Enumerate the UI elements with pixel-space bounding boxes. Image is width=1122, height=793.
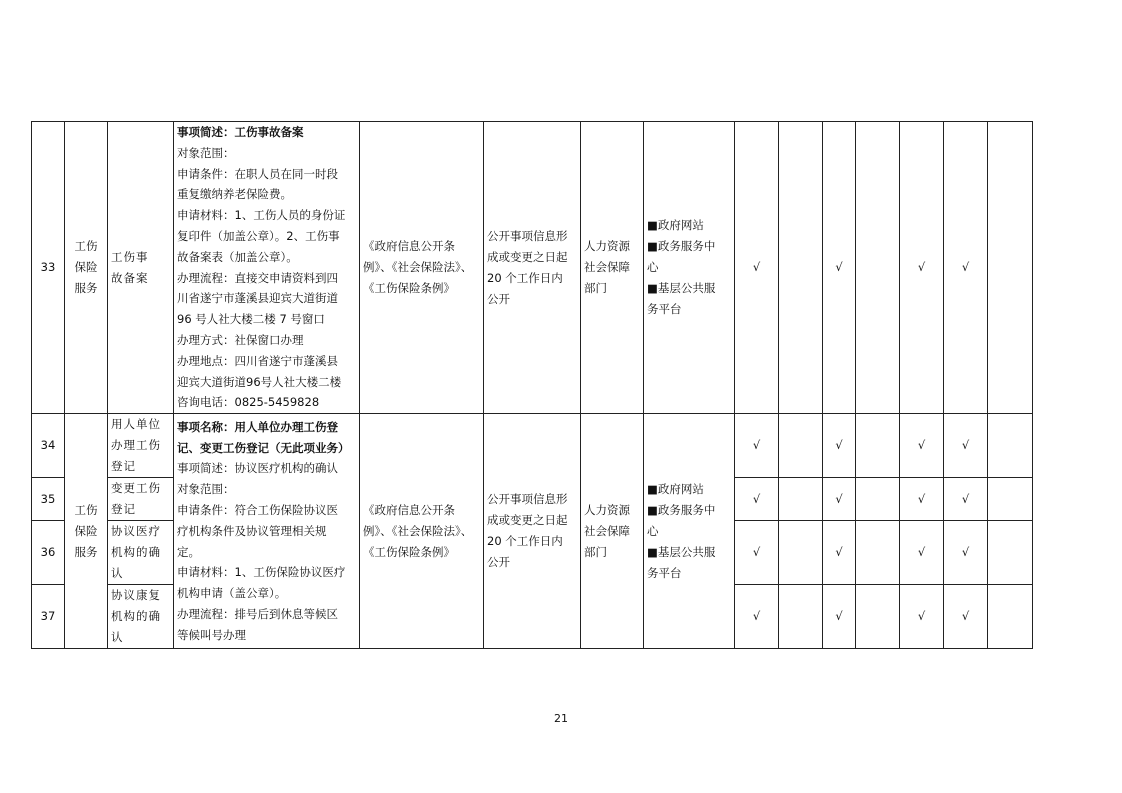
check-mark: √ xyxy=(944,478,988,521)
check-mark: √ xyxy=(900,521,944,585)
check-mark xyxy=(856,414,900,478)
legal-basis-cell: 《政府信息公开条 例》、《社会保险法》、 《工伤保险条例》 xyxy=(360,122,484,414)
row-number: 34 xyxy=(32,414,65,478)
check-mark xyxy=(856,585,900,649)
check-mark xyxy=(856,122,900,414)
check-mark: √ xyxy=(944,521,988,585)
channel-cell: ■政府网站 ■政务服务中 心 ■基层公共服 务平台 xyxy=(644,122,735,414)
check-mark xyxy=(988,585,1033,649)
legal-basis-cell: 《政府信息公开条 例》、《社会保险法》、 《工伤保险条例》 xyxy=(360,414,484,649)
check-mark xyxy=(988,122,1033,414)
matter-name-cell: 用人单位 办理工伤 登记 xyxy=(108,414,174,478)
row-number: 37 xyxy=(32,585,65,649)
check-mark: √ xyxy=(900,478,944,521)
row-number: 36 xyxy=(32,521,65,585)
matter-name-cell: 工伤事 故备案 xyxy=(108,122,174,414)
check-mark xyxy=(988,521,1033,585)
check-mark: √ xyxy=(823,585,856,649)
check-mark: √ xyxy=(900,585,944,649)
check-mark: √ xyxy=(735,585,779,649)
matter-content-cell: 事项简述：工伤事故备案 对象范围： 申请条件：在职人员在同一时段 重复缴纳养老保险费。 申请材料：1、工伤人员的身份证 复印件（加盖公章）。2、工伤事 故备案表（加盖公章）。 办理流程：直接交申请资料到四 川省遂宁市蓬溪县迎宾大道街道 96 号人社大楼二楼 7 号窗口 办理方式：社保窗口办理 办理地点：四川省遂宁市蓬溪县 迎宾大道街道96号人社大楼二楼 咨询电话：0825-5459828 xyxy=(174,122,360,414)
department-cell: 人力资源 社会保障 部门 xyxy=(581,122,644,414)
matters-table xyxy=(31,121,1033,649)
check-mark: √ xyxy=(900,122,944,414)
table-row-34 xyxy=(32,414,1033,478)
check-mark: √ xyxy=(944,122,988,414)
check-mark xyxy=(988,478,1033,521)
check-mark xyxy=(988,414,1033,478)
check-mark xyxy=(856,521,900,585)
check-mark: √ xyxy=(944,414,988,478)
category-cell: 工伤 保险 服务 xyxy=(65,414,108,649)
check-mark: √ xyxy=(735,414,779,478)
check-mark xyxy=(779,585,823,649)
matter-content-cell: 事项名称：用人单位办理工伤登 记、变更工伤登记（无此项业务） 事项简述：协议医疗机构的确认 对象范围： 申请条件：符合工伤保险协议医 疗机构条件及协议管理相关规 定。 申请材料：1、工伤保险协议医疗 机构申请（盖公章）。 办理流程：排号后到休息等候区 等候叫号办理 xyxy=(174,414,360,649)
check-mark: √ xyxy=(735,521,779,585)
department-cell: 人力资源 社会保障 部门 xyxy=(581,414,644,649)
matter-name-cell: 变更工伤 登记 xyxy=(108,478,174,521)
matter-name-cell: 协议医疗 机构的确 认 xyxy=(108,521,174,585)
check-mark xyxy=(779,122,823,414)
disclosure-time-cell: 公开事项信息形 成或变更之日起 20 个工作日内 公开 xyxy=(484,414,581,649)
page-number: 21 xyxy=(554,712,568,725)
check-mark: √ xyxy=(735,122,779,414)
check-mark: √ xyxy=(823,414,856,478)
check-mark: √ xyxy=(823,521,856,585)
matter-name-cell: 协议康复 机构的确 认 xyxy=(108,585,174,649)
check-mark: √ xyxy=(900,414,944,478)
row-number: 35 xyxy=(32,478,65,521)
check-mark xyxy=(856,478,900,521)
check-mark xyxy=(779,414,823,478)
check-mark: √ xyxy=(823,478,856,521)
channel-cell: ■政府网站 ■政务服务中 心 ■基层公共服 务平台 xyxy=(644,414,735,649)
check-mark: √ xyxy=(944,585,988,649)
check-mark xyxy=(779,521,823,585)
table-row-33 xyxy=(32,122,1033,414)
check-mark: √ xyxy=(735,478,779,521)
category-cell: 工伤 保险 服务 xyxy=(65,122,108,414)
row-number: 33 xyxy=(32,122,65,414)
disclosure-time-cell: 公开事项信息形 成或变更之日起 20 个工作日内 公开 xyxy=(484,122,581,414)
check-mark: √ xyxy=(823,122,856,414)
check-mark xyxy=(779,478,823,521)
